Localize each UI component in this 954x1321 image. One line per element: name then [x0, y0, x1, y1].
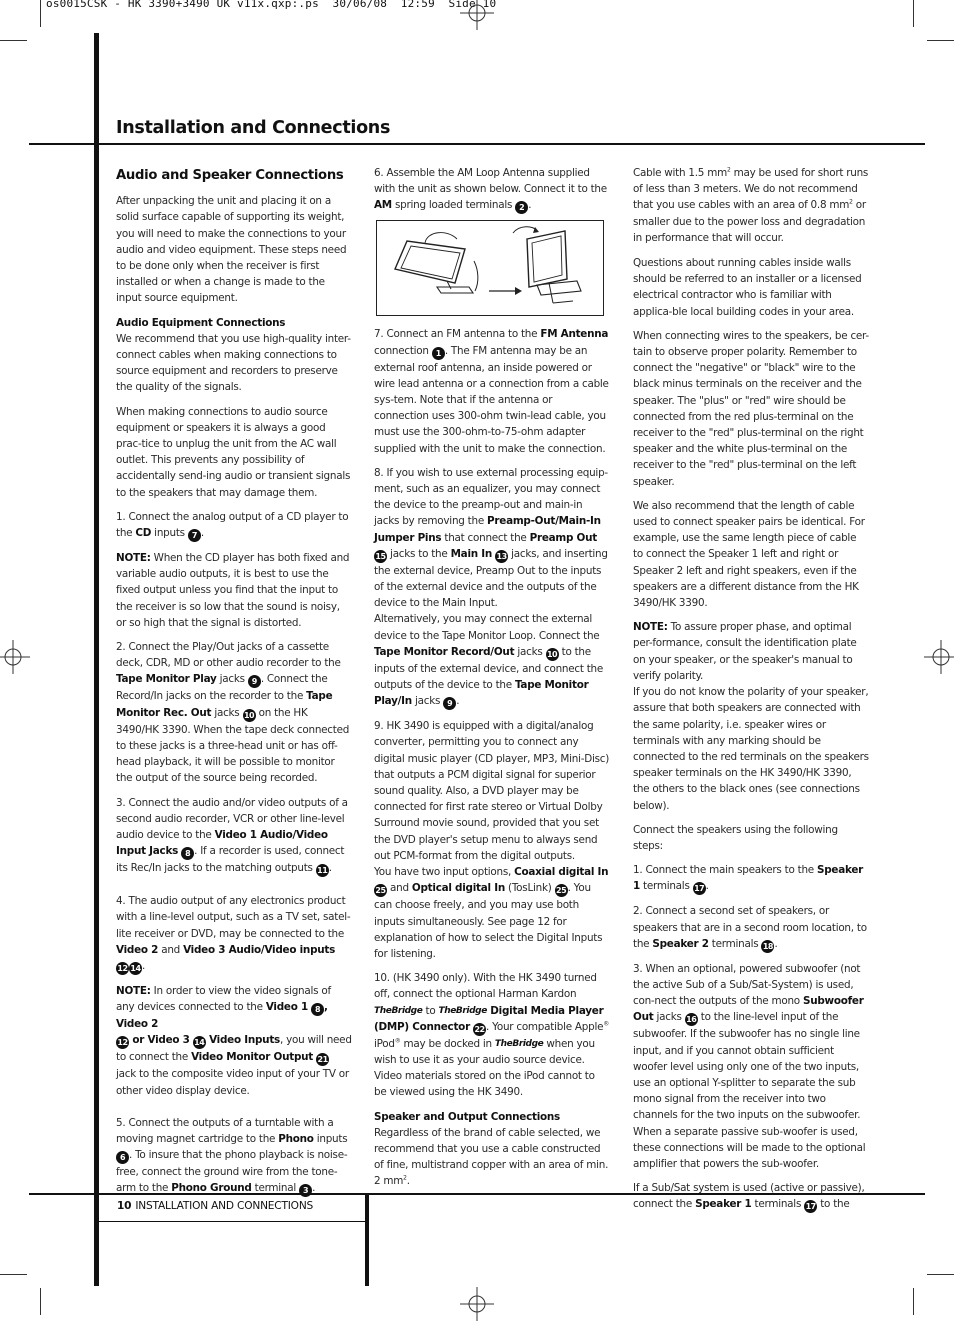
text: terminals — [639, 880, 693, 893]
registration-mark-icon — [924, 640, 954, 674]
text: jacks — [216, 673, 248, 686]
text: terminals — [708, 937, 762, 950]
speaker-step-1: 1. Connect the main speakers to the Speaker 1 terminals 17. — [633, 864, 864, 894]
label: FM Antenna — [540, 328, 609, 341]
text: and — [387, 882, 412, 895]
text: (TosLink) — [504, 882, 555, 895]
step-10 — [374, 970, 610, 1100]
the-bridge-logo: TheBridge — [494, 1038, 544, 1049]
registered-mark: ® — [394, 1037, 401, 1045]
text: terminal — [251, 1182, 300, 1195]
speaker-output-paragraph — [374, 1109, 610, 1190]
unknown-polarity-paragraph: If you do not know the polarity of your speaker, assure that both speakers are connected with the same polarity, i.e. speaker wires or terminals with any marking should be connected to the red terminals on the speakers speaker terminals on the HK 3490/HK 3390, the others to the black ones (see connections below). — [633, 686, 869, 812]
note-label: NOTE: — [116, 984, 151, 997]
text: or smaller due to the power loss and degradation in performance that will occur. — [633, 199, 866, 244]
label: Video Inputs — [205, 1034, 280, 1047]
label: Preamp Out — [529, 531, 598, 544]
text: Cable with 1.5 mm — [633, 167, 727, 179]
text: 1. Connect the analog output of a CD player to the — [116, 510, 349, 540]
callout-6-icon: 6 — [116, 1151, 129, 1164]
label: Optical digital In — [411, 882, 505, 895]
superscript: 2 — [849, 198, 853, 206]
text: to — [422, 1004, 439, 1017]
left-margin-bar — [94, 33, 99, 1286]
label: Video 2 — [116, 943, 159, 956]
note-3 — [633, 619, 869, 684]
registration-mark-icon — [460, 1287, 494, 1321]
label: Main In — [450, 547, 493, 560]
text: jacks to the — [387, 547, 451, 560]
callout-14-icon: 14 — [194, 1038, 205, 1048]
callout-1-icon: 1 — [432, 347, 445, 360]
crop-mark — [40, 0, 41, 27]
intro-paragraph: After unpacking the unit and placing it on a solid surface capable of supporting its weight, you will need to make the connections to your audio and video equipment. These steps need to be done only when the receiver is first installed or when a change is made to the input source equipment. — [116, 195, 347, 305]
subheading: Speaker and Output Connections — [374, 1110, 560, 1123]
label: Video 1 Audio/Video Input Jacks — [116, 828, 328, 858]
text: In order to view the video signals of any devices connected to the — [116, 984, 331, 1014]
footer-bottom-rule — [99, 1221, 365, 1222]
crop-mark — [0, 40, 27, 41]
step-8-alt: Alternatively, you may connect the external device to the Tape Monitor Loop. Connect the Tape Monitor Record/Out jacks 10 to the inputs of the external device, and connect the outputs of the device to the Tape Monitor Play/In jacks 9 . — [374, 613, 604, 709]
text: 2. Connect the Play/Out jacks of a cassette deck, CDR, MD or other audio recorder to the — [116, 641, 341, 670]
callout-25-icon: 25 — [375, 886, 386, 896]
label: Preamp-Out/Main-In Jumper Pins — [374, 515, 601, 544]
step-1: 1. Connect the analog output of a CD player to the CD inputs 7 . — [116, 510, 349, 541]
footer-label: INSTALLATION AND CONNECTIONS — [135, 1200, 314, 1212]
text: on the HK 3490/HK 3390. When the tape deck connected to these jacks is a three-head unit or has off-head playback, it will be possible to monitor the output of the source being recorded. — [116, 706, 350, 785]
the-bridge-logo: TheBridge — [374, 1005, 423, 1016]
crop-mark — [927, 40, 954, 41]
text: . — [406, 1175, 410, 1188]
step-7 — [374, 326, 610, 456]
page-footer — [117, 1200, 313, 1212]
section-heading: Audio and Speaker Connections — [116, 168, 344, 183]
note-label: NOTE: — [633, 621, 668, 634]
callout-14-icon: 14 — [130, 963, 141, 973]
callout-9-icon: 9 — [248, 675, 261, 688]
text: iPod — [374, 1037, 395, 1050]
text: inputs — [313, 1132, 348, 1145]
antenna-assembly-icon — [377, 221, 603, 315]
crop-mark — [913, 1288, 914, 1315]
text: 3. Connect the audio and/or video outputs of a second audio recorder, VCR or other line-level audio device to the — [116, 796, 348, 841]
label: Digital Media Player (DMP) Connector — [374, 1004, 604, 1033]
the-bridge-logo: TheBridge — [438, 1005, 487, 1016]
page-number: 10 — [117, 1200, 132, 1212]
crop-mark — [40, 1288, 41, 1315]
am-loop-antenna-illustration — [376, 220, 604, 316]
walls-paragraph: Questions about running cables inside walls should be referred to an installer or a licensed electrical contractor who is familiar with applica-ble local building codes in your area. — [633, 257, 862, 318]
callout-3-icon: 3 — [299, 1184, 312, 1197]
speaker-step-2: 2. Connect a second set of speakers, or speakers that are in a second room location, to the Speaker 2 terminals 18. — [633, 905, 867, 951]
callout-17-icon: 17 — [694, 884, 705, 894]
callout-11-icon: 11 — [317, 866, 328, 876]
registration-mark-icon — [0, 640, 30, 674]
label: or Video 3 — [129, 1034, 190, 1047]
label: Speaker 1 — [695, 1198, 752, 1211]
text: may be docked in — [400, 1037, 495, 1050]
callout-21-icon: 21 — [317, 1055, 328, 1065]
callout-13-icon: 13 — [496, 551, 507, 561]
label: Tape Monitor Rec. Out — [116, 690, 333, 719]
text: 3. When an optional, powered subwoofer (not the active Sub of a Sub/Sat-System) is used, con-nect the outputs of the mono — [633, 962, 861, 1008]
steps-intro: Connect the speakers using the following steps: — [633, 823, 838, 852]
callout-10-icon: 10 — [546, 649, 558, 659]
callout-25-icon: 25 — [556, 886, 567, 896]
step-9-options — [374, 864, 610, 962]
paragraph-text: We recommend that you use high-quality inter-connect cables when making connections to source equipment and recorders to preserve the quality of the signals. — [116, 332, 351, 394]
step-8 — [374, 465, 610, 612]
text: jack to the composite video input of your TV or other video display device. — [116, 1068, 349, 1097]
callout-22-icon: 22 — [474, 1024, 485, 1034]
text: inputs — [151, 527, 188, 540]
text: To assure proper phase, and optimal per-formance, consult the identification plate on your speaker, or the speaker's manual to verify polarity. — [633, 621, 857, 682]
callout-12-icon: 12 — [117, 963, 128, 973]
crop-mark — [0, 1274, 27, 1275]
callout-8-icon: 8 — [181, 847, 194, 860]
callout-2-icon: 2 — [515, 201, 528, 214]
text: jacks — [411, 695, 444, 708]
label: Phono Ground — [171, 1182, 252, 1195]
footer-divider-bar — [365, 1195, 369, 1286]
speaker-step-3 — [633, 961, 869, 1172]
callout-18-icon: 18 — [762, 941, 773, 951]
label: Tape Monitor Play — [116, 673, 217, 686]
audio-equipment-paragraph — [116, 315, 352, 396]
step-9: 9. HK 3490 is equipped with a digital/analog converter, permitting you to connect any digital music player (CD player, MP3, Mini-Disc) that outputs a PCM digital signal for superior sound quality. Also, a DVD player may be connected for first rate stereo or Virtual Dolby Surround movie sound, provided that you set the DVD player's setup menu to always send out PCM-format from the digital outputs. — [374, 720, 610, 862]
text: . You can choose freely, and you may use both inputs simultaneously. See page 12 for explanation of how to select the Digital Inputs for listening. — [374, 882, 603, 960]
label: Subwoofer Out — [633, 995, 864, 1024]
text: jacks, and inserting the external device, Preamp Out to the inputs of the external device and the outputs of the device to the Main Input. — [374, 547, 608, 610]
step-4: 4. The audio output of any electronics product with a line-level output, such as a TV set, satel-lite receiver or DVD, may be connected to the Video 2 and Video 3 Audio/Video inputs 12 14. — [116, 895, 351, 973]
text: 10. (HK 3490 only). With the HK 3490 turned off, connect the optional Harman Kardon — [374, 972, 597, 1001]
column-3 — [633, 165, 869, 1221]
label: AM — [374, 199, 392, 212]
label: Speaker 1 — [633, 864, 864, 893]
label: , Video 2 — [116, 1001, 328, 1031]
text: to the inputs of the external device, and connect the outputs of the device to the — [374, 645, 604, 692]
label: Video 1 — [265, 1001, 308, 1014]
crop-mark — [927, 1274, 954, 1275]
label: Tape Monitor Record/Out — [374, 645, 515, 658]
label: Video 3 Audio/Video inputs — [183, 943, 336, 956]
column-1 — [116, 165, 352, 1205]
step-6: 6. Assemble the AM Loop Antenna supplied with the unit as shown below. Connect it to the AM spring loaded terminals 2 . — [374, 167, 607, 213]
text: Alternatively, you may connect the external device to the Tape Monitor Loop. Connect the — [374, 613, 600, 642]
crop-mark — [913, 0, 914, 27]
registration-mark-icon — [460, 0, 494, 30]
text: to the line-level input of the subwoofer. If the subwoofer has no single line input, and if you cannot obtain sufficient woofer level using only one of the two inputs, use an optional Y-splitter to separate the sub mono signal from the receiver into two channels for the two inputs on the subwoofer. When a separate passive sub-woofer is used, these connections will be made to the optional amplifier that powers the sub-woofer. — [633, 1011, 866, 1170]
label-cd: CD — [135, 527, 152, 540]
text: 7. Connect an FM antenna to the — [374, 328, 541, 341]
label: Tape Monitor Play/In — [374, 679, 589, 708]
print-slug: os0015CSK - HK 3390+3490 UK v11x.qxp:.ps 30/06/08 12:59 Side 10 — [46, 0, 497, 10]
text: 8. If you wish to use external processing equip-ment, such as an equalizer, you may connect the device to the preamp-out and main-in jacks by removing the — [374, 466, 608, 528]
text: 2. Connect a second set of speakers, or speakers that are in a second room location, to the — [633, 905, 867, 950]
step-3: 3. Connect the audio and/or video outputs of a second audio recorder, VCR or other line-level audio device to the Video 1 Audio/Video Input Jacks 8 . If a recorder is used, connect its Rec/In jacks to the matching outputs 11. — [116, 796, 348, 876]
text: 1. Connect the main speakers to the — [633, 864, 817, 877]
callout-16-icon: 16 — [686, 1015, 697, 1025]
text: , you will need to connect the — [116, 1034, 352, 1064]
length-paragraph: We also recommend that the length of cable used to connect speaker pairs be identical. For example, use the same length piece of cable to connect the Speaker 1 left and right or Speaker 2 left and right speakers, even if the speakers are a different distance from the HK 3490/HK 3390. — [633, 499, 865, 610]
text: and — [158, 943, 184, 956]
superscript: 2 — [726, 166, 731, 174]
text: You have two input options, — [374, 866, 515, 879]
text: when you wish to use it as your audio source device. Video materials stored on the iPod cannot to be viewed using the HK 3490. — [374, 1037, 595, 1099]
polarity-paragraph: When connecting wires to the speakers, be cer-tain to observe proper polarity. Remember to connect the "negative" or "black" wire to the black minus terminals on the receiver and the speaker. The "plus" or "red" wire should be connected from the red plus-terminal on the receiver to the "red" plus-terminal on the right speaker and the white plus-terminal on the receiver to the "red" plus-terminal on the left speaker. — [633, 329, 869, 488]
note-label: NOTE: — [116, 552, 151, 565]
unplug-paragraph: When making connections to audio source equipment or speakers it is always a good prac-tice to unplug the unit from the AC wall outlet. This prevents any possibility of accidentally send-ing audio or transient signals to the speakers that may damage them. — [116, 405, 351, 499]
label: Speaker 2 — [652, 937, 709, 950]
label: Phono — [278, 1132, 314, 1145]
speaker-step-4 — [633, 1180, 869, 1213]
label: Coaxial digital In — [514, 866, 609, 879]
text: spring loaded terminals — [391, 199, 516, 212]
callout-9-icon: 9 — [443, 697, 456, 710]
superscript: 2 — [403, 1174, 407, 1182]
text: jacks — [211, 706, 243, 719]
text: 4. The audio output of any electronics product with a line-level output, such as a TV set, satel-lite receiver or DVD, may be connected to the — [116, 895, 351, 940]
text: to the — [817, 1198, 850, 1211]
text: Regardless of the brand of cable selected, we recommend that you use a cable constructed of fine, multistrand copper with an area of min. 2 mm — [374, 1126, 609, 1188]
title-rule — [29, 143, 925, 145]
text: that connect the — [441, 531, 530, 544]
note-2 — [116, 983, 352, 1099]
text: connection — [374, 344, 432, 357]
text: 5. Connect the outputs of a turntable with a moving magnet cartridge to the — [116, 1116, 334, 1145]
label: Video Monitor Output — [191, 1051, 314, 1064]
text: . If a recorder is used, connect its Rec/In jacks to the matching outputs — [116, 845, 345, 875]
callout-10-icon: 10 — [243, 710, 255, 720]
callout-8-icon: 8 — [311, 1003, 324, 1016]
step-5: 5. Connect the outputs of a turntable with a moving magnet cartridge to the Phono inputs 6 . To insure that the phono playback is noise-free, connect the ground wire from the tone-arm to the Phono Ground terminal 3 . — [116, 1116, 348, 1196]
column-2 — [374, 165, 610, 1198]
page-title: Installation and Connections — [116, 118, 391, 138]
cable-paragraph — [633, 165, 869, 246]
text: jacks — [514, 645, 546, 658]
note-1 — [116, 550, 352, 631]
registered-mark: ® — [603, 1020, 609, 1028]
text: If a Sub/Sat system is used (active or passive), connect the — [633, 1182, 865, 1211]
text: . Connect the Record/In jacks on the recorder to the — [116, 673, 328, 703]
callout-15-icon: 15 — [375, 551, 386, 561]
callout-17-icon: 17 — [805, 1202, 816, 1212]
callout-7-icon: 7 — [188, 529, 201, 542]
text: . Your compatible Apple — [486, 1020, 604, 1033]
text: may be used for short runs of less than 3 meters. We do not recommend that you use cables with an area of 0.8 mm — [633, 167, 869, 212]
text: jacks — [653, 1011, 685, 1024]
text: . To insure that the phono playback is noise-free, connect the ground wire from the tone-arm to the — [116, 1149, 348, 1195]
text: terminals — [751, 1198, 805, 1211]
text: When the CD player has both fixed and variable audio outputs, it is best to use the fixed output unless you find that the input to the receiver is so low that the sound is noisy, or so high that the signal is distorted. — [116, 552, 350, 629]
callout-12-icon: 12 — [117, 1038, 128, 1048]
text: . The FM antenna may be an external roof antenna, an inside powered or wire lead antenna or a connection from a cable sys-tem. Note that if the antenna or connection uses 300-ohm twin-lead cable, you must use the 300-ohm-to-75-ohm adapter supplied with the unit to make the connection. — [374, 344, 609, 455]
text: 6. Assemble the AM Loop Antenna supplied with the unit as shown below. Connect it to the — [374, 167, 607, 196]
subheading: Audio Equipment Connections — [116, 316, 286, 329]
step-2 — [116, 639, 352, 786]
